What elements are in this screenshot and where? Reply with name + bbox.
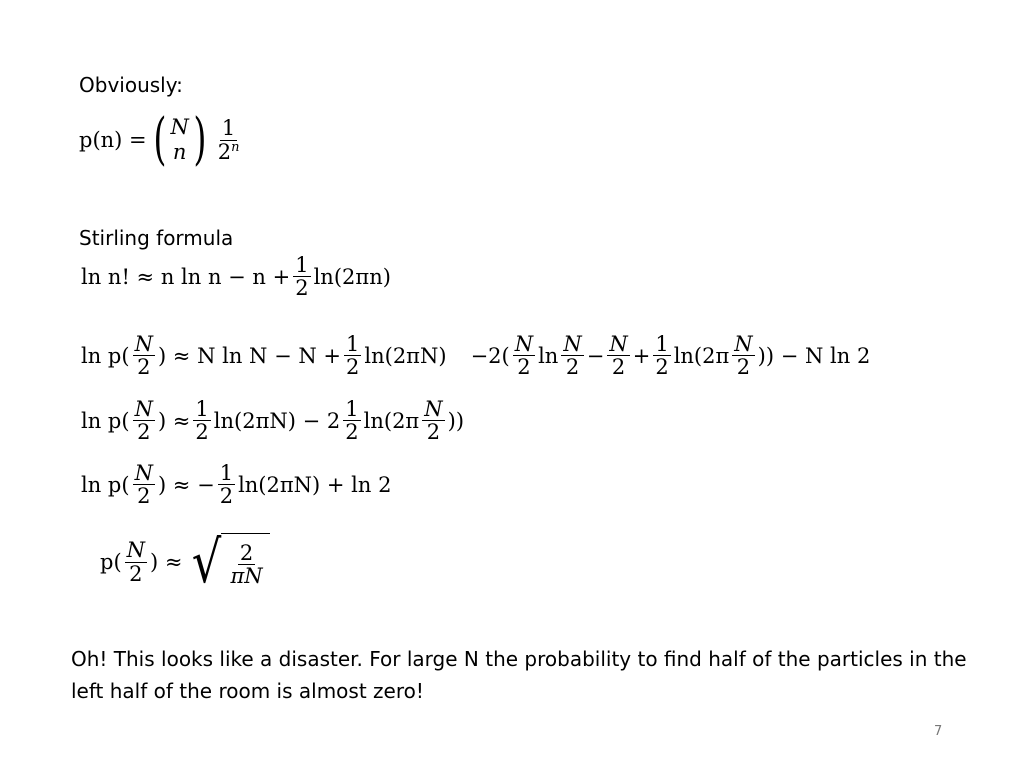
eq-text: ln(2π (673, 343, 730, 368)
eq-text: ln p( (81, 472, 130, 497)
fraction: $\frac{1}{2}$ (219, 461, 234, 509)
fraction: $\frac{N}{2}$ (134, 461, 153, 509)
eq-text: ln (538, 343, 559, 368)
fraction: $\frac{N}{2}$ (514, 332, 534, 380)
conclusion-text: Oh! This looks like a disaster. For large N the probability to find half of the particles in the left half of the room is almost zero! (71, 647, 967, 703)
eq-text: ln(2πN) + ln 2 (238, 472, 392, 497)
eq-text: ) ≈ (150, 550, 183, 574)
eq-text: ln(2πN) (364, 343, 447, 368)
equation-binomial (79, 107, 244, 172)
heading-obviously: Obviously: (79, 73, 183, 97)
equation-stirling (81, 254, 391, 299)
eq-text: ) ≈ N ln N − N + (157, 343, 342, 368)
eq-text: p(n) = (79, 128, 147, 152)
eq-text: − (586, 343, 605, 368)
fraction: $\frac{N}{2}$ (134, 332, 153, 380)
eq-text: ln(2πN) − 2 (213, 408, 341, 433)
eq-text: )) − N ln 2 (757, 343, 871, 368)
fraction: $\frac{N}{2}$ (563, 332, 582, 380)
fraction: $\frac{1}{2}$ (345, 397, 359, 445)
fraction: $\frac{N}{2}$ (126, 538, 146, 586)
binomial-coefficient: ( N n ) (152, 107, 207, 172)
binom-top: N (170, 114, 189, 139)
fraction: $\frac{1}{2}$ (346, 332, 360, 380)
equation-log-p-expansion (81, 333, 870, 378)
eq-text: p( (100, 550, 122, 574)
fraction: $\frac{N}{2}$ (609, 332, 628, 380)
equation-log-p-simplified (81, 398, 464, 443)
eq-text: )) (447, 408, 465, 433)
fraction: $\frac{N}{2}$ (134, 397, 153, 445)
eq-text: −2( (470, 343, 510, 368)
fraction: $\frac{1}{2}$ (655, 332, 669, 380)
page-number: 7 (934, 724, 943, 739)
fraction: $\frac{1}{2}$ (195, 397, 209, 445)
fraction: $\frac{N}{2}$ (734, 332, 753, 380)
eq-text: ln(2πn) (313, 264, 391, 289)
eq-text: ln p( (81, 343, 130, 368)
heading-stirling: Stirling formula (79, 226, 234, 250)
binom-bottom: n (172, 140, 187, 164)
eq-text: ln n! ≈ n ln n − n + (81, 264, 291, 289)
eq-text: + (632, 343, 651, 368)
eq-text: ) ≈ − (157, 472, 215, 497)
square-root: √ $\frac{2}{\pi N}$ (188, 533, 269, 591)
eq-text: ln p( (81, 408, 130, 433)
eq-text: ) ≈ (157, 408, 191, 433)
fraction: $\frac{1}{2^n}$ (217, 116, 240, 164)
equation-p-half (100, 528, 270, 596)
eq-text: ln(2π (363, 408, 420, 433)
fraction: $\frac{N}{2}$ (424, 397, 443, 445)
fraction: $\frac{2}{\pi N}$ (230, 540, 263, 588)
equation-log-p-result (81, 462, 391, 507)
fraction: $\frac{1}{2}$ (295, 253, 309, 301)
